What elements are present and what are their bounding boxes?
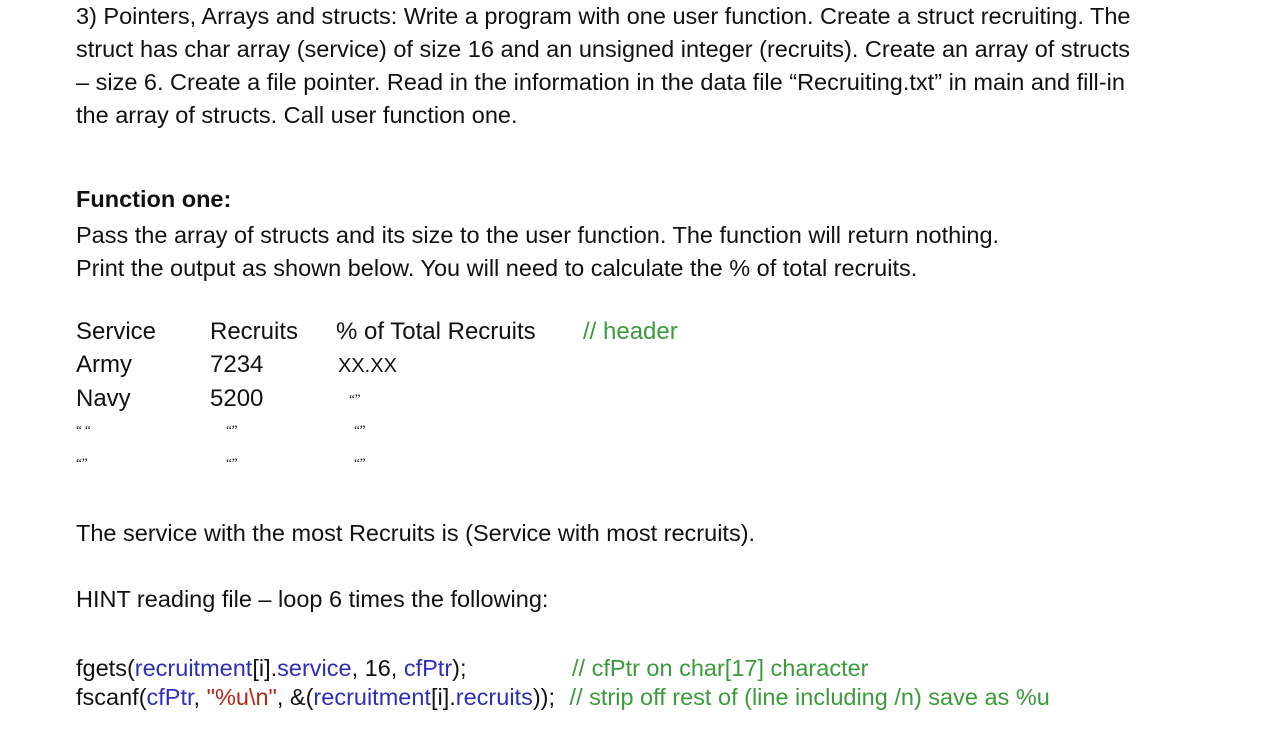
- code-token: [i].: [430, 684, 456, 710]
- code-comment: // strip off rest of (line including /n) save as %u: [569, 684, 1050, 710]
- code-token: cfPtr: [146, 684, 194, 710]
- code-token: );: [452, 655, 467, 681]
- function-one-line: Pass the array of structs and its size to the user function. The function will return nothing.: [76, 222, 1000, 248]
- intro-line: 3) Pointers, Arrays and structs: Write a program with one user function. Create a struct recruiting. The: [76, 3, 1131, 29]
- code-token: recruitment: [313, 684, 431, 710]
- row-percent: “”: [354, 455, 366, 470]
- code-token: fscanf(: [76, 684, 147, 710]
- problem-statement: [76, 0, 1226, 132]
- code-token: ,: [193, 684, 207, 710]
- function-one-heading: Function one:: [76, 186, 232, 212]
- code-token: cfPtr: [403, 655, 453, 681]
- intro-line: – size 6. Create a file pointer. Read in the information in the data file “Recruiting.txt” in main and fill-in: [76, 69, 1125, 95]
- row-service: Army: [76, 351, 132, 378]
- summary-line: The service with the most Recruits is (Service with most recruits).: [76, 520, 756, 546]
- header-recruits: Recruits: [210, 318, 299, 345]
- code-line-fscanf: [76, 684, 1050, 711]
- code-comment: // cfPtr on char[17] character: [572, 655, 869, 681]
- code-token: fgets(: [76, 655, 135, 681]
- row-recruits: “”: [226, 455, 238, 470]
- header-service: Service: [76, 318, 157, 345]
- row-recruits: “”: [226, 422, 238, 437]
- row-recruits: 7234: [210, 351, 264, 378]
- code-token: , &(: [276, 684, 314, 710]
- code-token: "%u\n": [206, 684, 277, 710]
- intro-line: the array of structs. Call user function one.: [76, 102, 518, 128]
- function-one-line: Print the output as shown below. You will need to calculate the % of total recruits.: [76, 255, 918, 281]
- header-comment: // header: [583, 318, 678, 345]
- row-service: “ “: [76, 422, 91, 437]
- row-percent: XX.XX: [338, 355, 397, 377]
- row-recruits: 5200: [210, 385, 264, 412]
- code-token: [i].: [252, 655, 278, 681]
- row-percent: “”: [349, 391, 361, 406]
- header-percent: % of Total Recruits: [336, 318, 536, 345]
- row-service: “”: [76, 455, 88, 470]
- code-token: service: [277, 655, 352, 681]
- code-token: , 16,: [351, 655, 404, 681]
- code-line-fgets: [76, 655, 467, 682]
- row-percent: “”: [354, 422, 366, 437]
- code-token: ));: [532, 684, 556, 710]
- intro-line: struct has char array (service) of size 16 and an unsigned integer (recruits). Create an array of structs: [76, 36, 1131, 62]
- code-token: recruitment: [134, 655, 253, 681]
- code-token: recruits: [455, 684, 533, 710]
- row-service: Navy: [76, 385, 131, 412]
- function-one-description: [76, 219, 999, 285]
- hint-line: HINT reading file – loop 6 times the following:: [76, 586, 549, 612]
